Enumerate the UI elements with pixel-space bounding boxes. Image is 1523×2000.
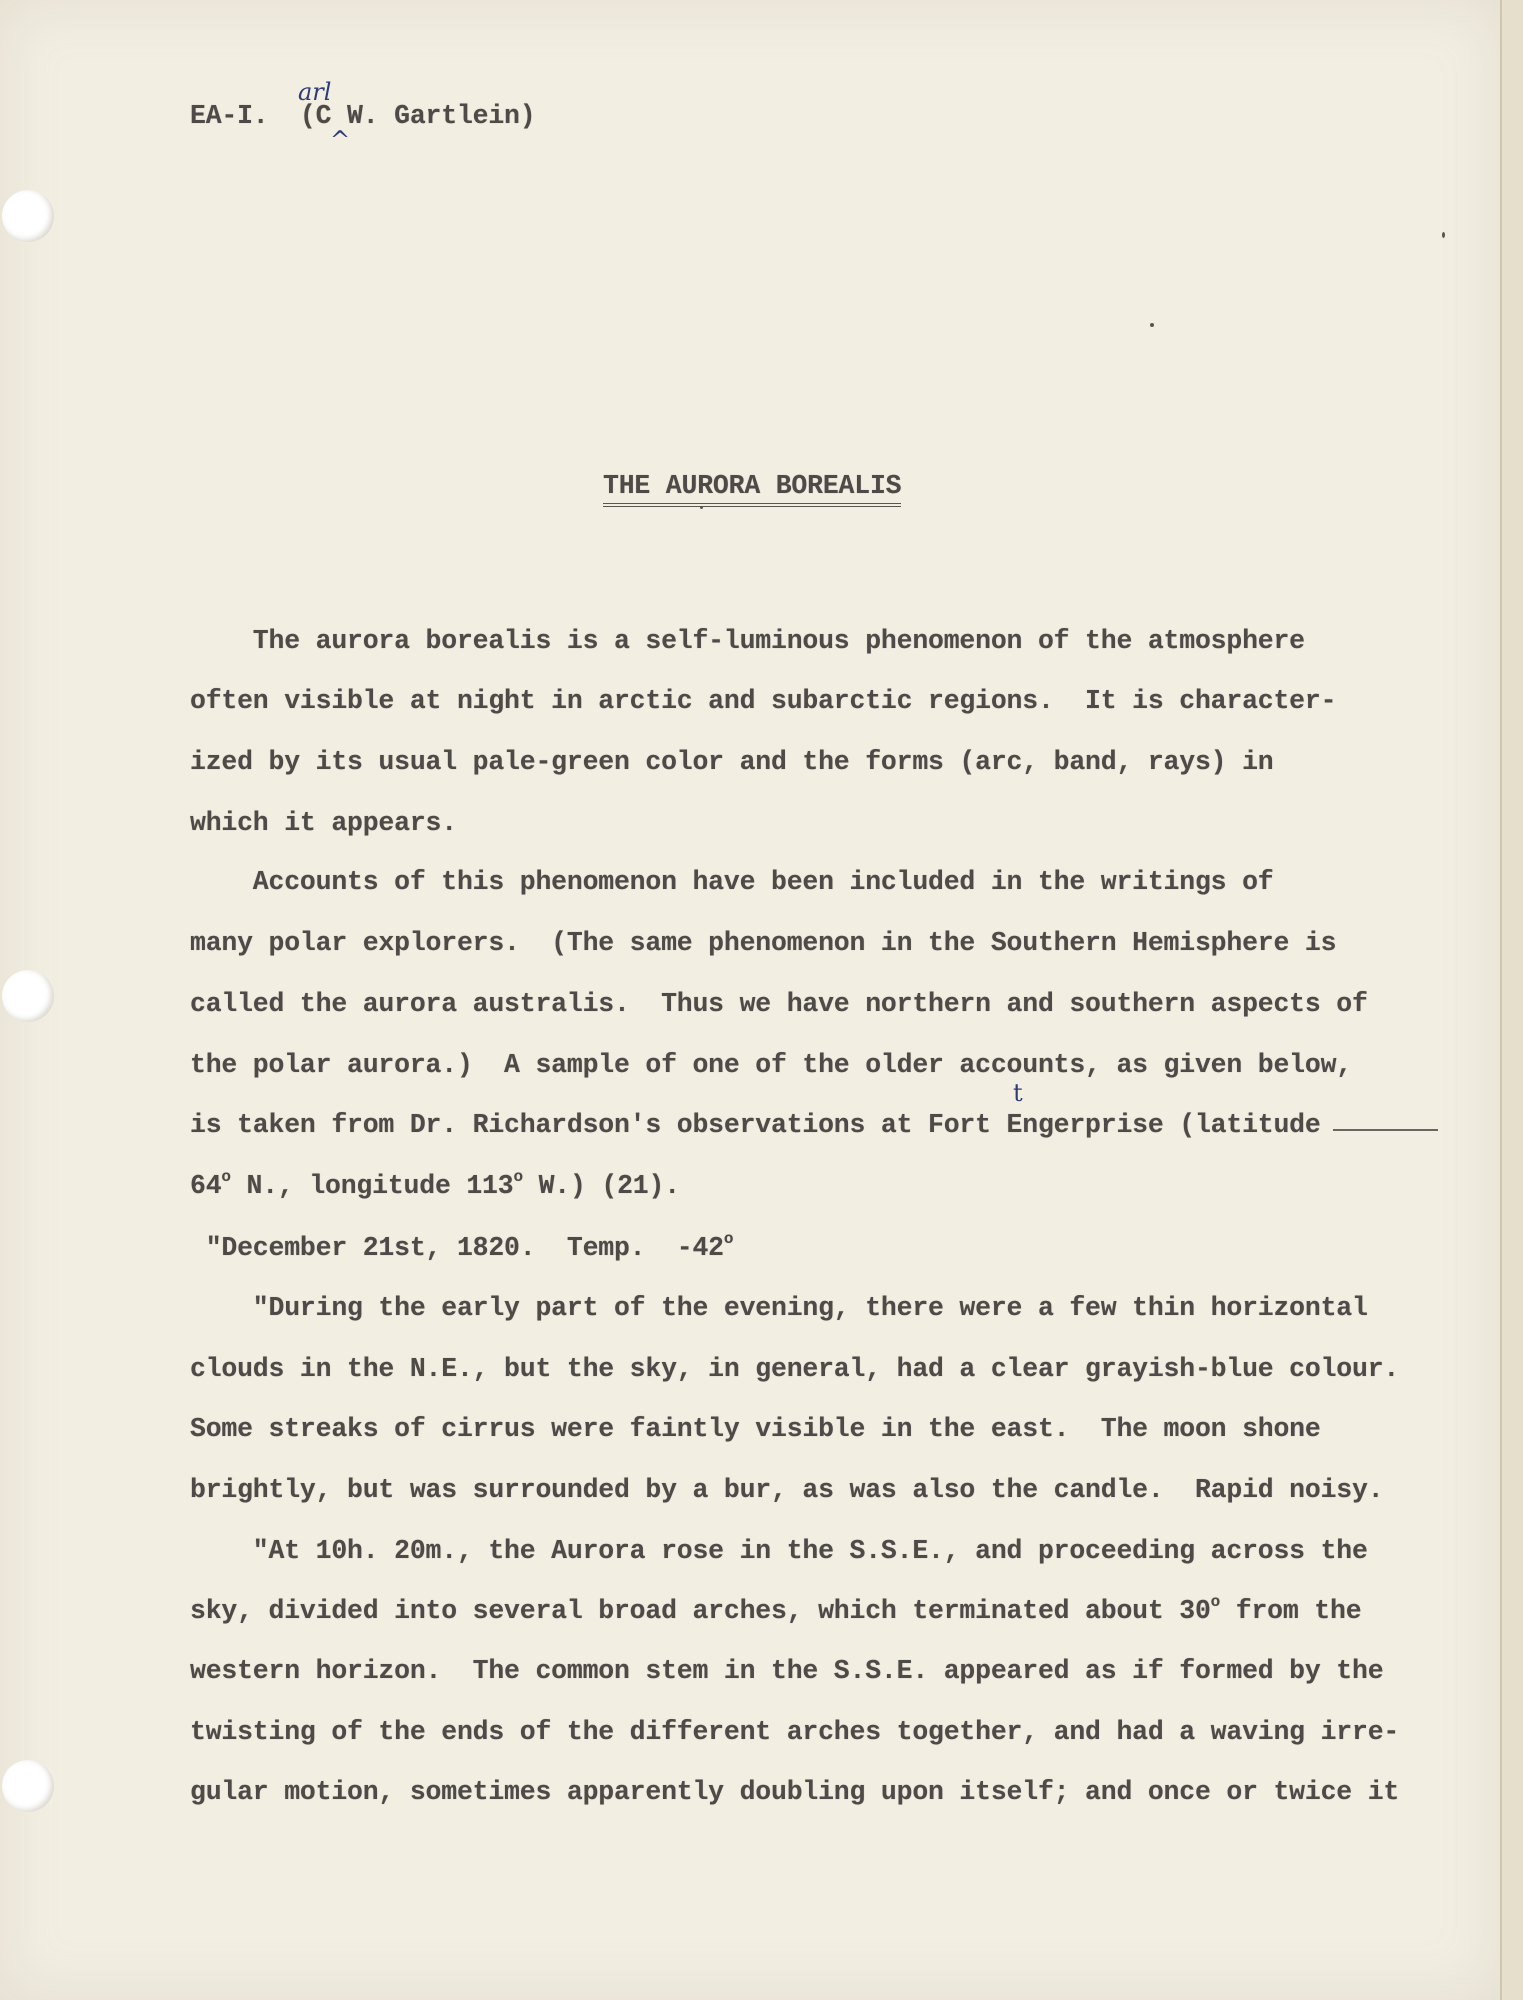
degree-mark: o [513,1168,523,1186]
handwritten-correction: t [1013,1079,1023,1107]
header-code: EA-I. [190,101,269,131]
p4-line-3: western horizon. The common stem in the S.S.E. appeared as if formed by the [190,1656,1384,1686]
ink-speck [700,506,703,509]
p4-line-4: twisting of the ends of the different arches together, and had a waving irre- [190,1717,1400,1747]
header-author-rest: W. Gartlein) [331,101,536,131]
punch-hole-middle [2,970,54,1022]
margin-mark [1333,1129,1438,1131]
ink-speck [1442,232,1445,238]
p3-line-4: brightly, but was surrounded by a bur, as was also the candle. Rapid noisy. [190,1475,1384,1505]
page-title: THE AURORA BOREALIS [603,473,901,507]
header-author-open: (C [299,101,332,131]
p3-line-3: Some streaks of cirrus were faintly visible in the east. The moon shone [190,1414,1321,1444]
p2-line-6: 64$^o$ N., longitude 113$^o$ W.) (21). [190,1168,680,1201]
handwritten-insertion: arl [298,78,332,106]
p3-line-2: clouds in the N.E., but the sky, in general, had a clear grayish-blue colour. [190,1354,1400,1384]
p2-line-4: the polar aurora.) A sample of one of the older accounts, as given below, [190,1050,1352,1080]
punch-hole-bottom [2,1760,54,1812]
p1-line-2: often visible at night in arctic and subarctic regions. It is character- [190,686,1337,716]
p1-line-1: The aurora borealis is a self-luminous phenomenon of the atmosphere [190,626,1305,656]
p3-line-1: "During the early part of the evening, there were a few thin horizontal [190,1293,1368,1323]
p2-line-5: is taken from Dr. Richardson's observations at Fort Engerprise (latitude [190,1110,1321,1140]
p1-line-3: ized by its usual pale-green color and the forms (arc, band, rays) in [190,747,1274,777]
p2-line-3: called the aurora australis. Thus we have northern and southern aspects of [190,989,1368,1019]
degree-mark: o [1210,1593,1221,1611]
punch-hole-top [2,190,54,242]
degree-mark: o [723,1230,734,1248]
p4-line-5: gular motion, sometimes apparently doubling upon itself; and once or twice it [190,1777,1400,1807]
p2-line-1: Accounts of this phenomenon have been included in the writings of [190,867,1274,897]
p2-line-2: many polar explorers. (The same phenomenon in the Southern Hemisphere is [190,928,1337,958]
p4-line-1: "At 10h. 20m., the Aurora rose in the S.S.E., and proceeding across the [190,1536,1368,1566]
ink-speck [1150,323,1154,327]
degree-mark: o [221,1168,231,1186]
quote-date-line: "December 21st, 1820. Temp. -42$^o$ [190,1230,734,1263]
header-reference [190,103,535,130]
page-edge [1500,0,1523,2000]
p4-line-2: sky, divided into several broad arches, which terminated about 30$^o$ from the [190,1593,1362,1626]
p1-line-4: which it appears. [190,808,457,838]
handwritten-caret: ^ [330,126,351,154]
